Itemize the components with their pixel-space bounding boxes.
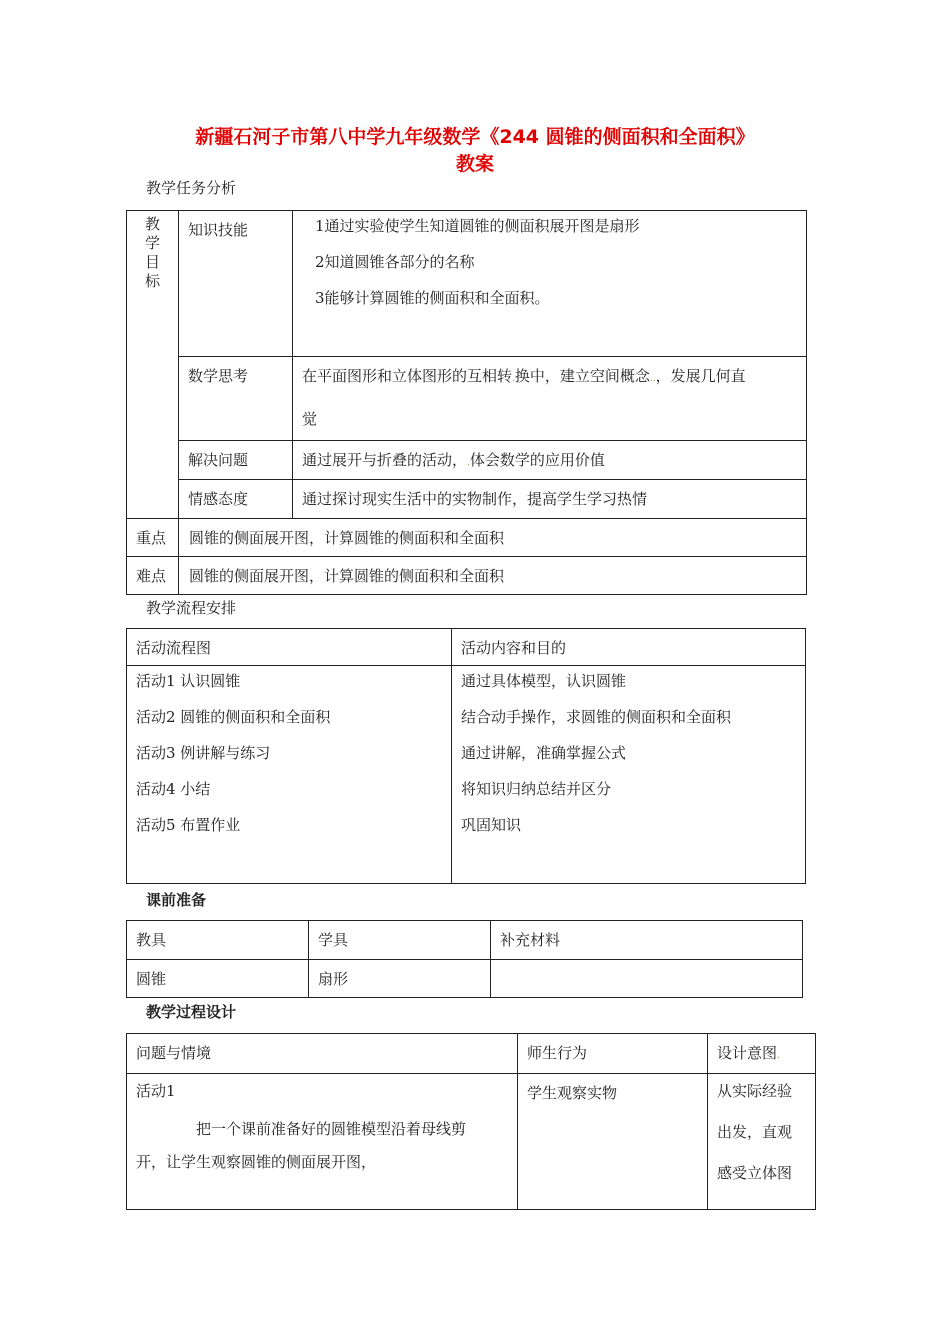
knowledge-line-3: 3能够计算圆锥的侧面积和全面积。 xyxy=(315,289,550,307)
process-header-problem: 问题与情境 xyxy=(127,1034,518,1074)
prep-value-supplementary xyxy=(491,960,803,998)
list-item: 通过讲解，准确掌握公式 xyxy=(461,744,627,762)
purpose-list xyxy=(452,666,806,884)
document-title: 新疆石河子市第八中学九年级数学《244 圆锥的侧面积和全面积》 xyxy=(195,126,755,148)
knowledge-content xyxy=(293,211,807,357)
activity-1-cell xyxy=(127,1074,518,1210)
key-point-label: 重点 xyxy=(127,519,179,557)
row-label-problem-solving: 解决问题 xyxy=(179,441,293,480)
list-item: 活动3 例讲解与练习 xyxy=(136,744,271,762)
row-label-attitude: 情感态度 xyxy=(179,480,293,519)
list-item: 巩固知识 xyxy=(461,816,522,834)
list-item: 活动4 小结 xyxy=(136,780,211,798)
list-item: 活动5 布置作业 xyxy=(136,816,241,834)
activity-1-title: 活动1 xyxy=(136,1082,176,1100)
knowledge-line-2: 2知道圆锥各部分的名称 xyxy=(315,253,475,271)
flow-table xyxy=(126,628,806,884)
list-item: 将知识归纳总结并区分 xyxy=(461,780,612,798)
behavior-cell: 学生观察实物 xyxy=(518,1074,708,1210)
difficulty-label: 难点 xyxy=(127,557,179,595)
activity-list xyxy=(127,666,452,884)
list-item: 活动2 圆锥的侧面积和全面积 xyxy=(136,708,331,726)
knowledge-line-1: 1通过实验使学生知道圆锥的侧面积展开图是扇形 xyxy=(315,217,640,235)
section-heading-flow: 教学流程安排 xyxy=(146,599,237,617)
row-label-knowledge: 知识技能 xyxy=(179,211,293,357)
prep-value-student-tools: 扇形 xyxy=(309,960,491,998)
activity-1-text-line-2: 开，让学生观察圆锥的侧面展开图， xyxy=(136,1153,377,1171)
task-analysis-table xyxy=(126,210,807,595)
row-label-math-thinking: 数学思考 xyxy=(179,357,293,441)
process-table xyxy=(126,1033,816,1210)
key-point-content: 圆锥的侧面展开图，计算圆锥的侧面积和全面积 xyxy=(179,519,807,557)
teaching-goal-label: 教 学 目 标 xyxy=(127,211,179,519)
problem-solving-content: 通过展开与折叠的活动，.体会数学的应用价值 xyxy=(293,441,807,480)
attitude-content: 通过探讨现实生活中的实物制作，提高学生学习热情 xyxy=(293,480,807,519)
activity-1-text-line-1: 把一个课前准备好的圆锥模型沿着母线剪 xyxy=(196,1120,467,1138)
flow-col-header-1: 活动流程图 xyxy=(127,629,452,666)
section-heading-process: 教学过程设计 xyxy=(146,1003,237,1021)
document-title-line2: 教案 xyxy=(455,153,494,175)
math-thinking-content: 在平面图形和立体图形的互相转.换中，建立空间概念..，发展几何直 觉 xyxy=(293,357,807,441)
prep-value-teaching-aids: 圆锥 xyxy=(127,960,309,998)
section-heading-preparation: 课前准备 xyxy=(146,891,207,909)
list-item: 活动1 认识圆锥 xyxy=(136,672,241,690)
process-header-design: 设计意图. xyxy=(708,1034,816,1074)
list-item: 结合动手操作，求圆锥的侧面积和全面积 xyxy=(461,708,732,726)
process-header-behavior: 师生行为 xyxy=(518,1034,708,1074)
prep-header-supplementary: 补充材料 xyxy=(491,921,803,960)
preparation-table xyxy=(126,920,803,998)
difficulty-content: 圆锥的侧面展开图，计算圆锥的侧面积和全面积 xyxy=(179,557,807,595)
design-intent-cell: 从实际经验 出发，直观 感受立体图 xyxy=(708,1074,816,1210)
list-item: 通过具体模型，认识圆锥 xyxy=(461,672,627,690)
prep-header-student-tools: 学具 xyxy=(309,921,491,960)
flow-col-header-2: 活动内容和目的 xyxy=(452,629,806,666)
prep-header-teaching-aids: 教具 xyxy=(127,921,309,960)
section-heading-task-analysis: 教学任务分析 xyxy=(146,179,237,197)
